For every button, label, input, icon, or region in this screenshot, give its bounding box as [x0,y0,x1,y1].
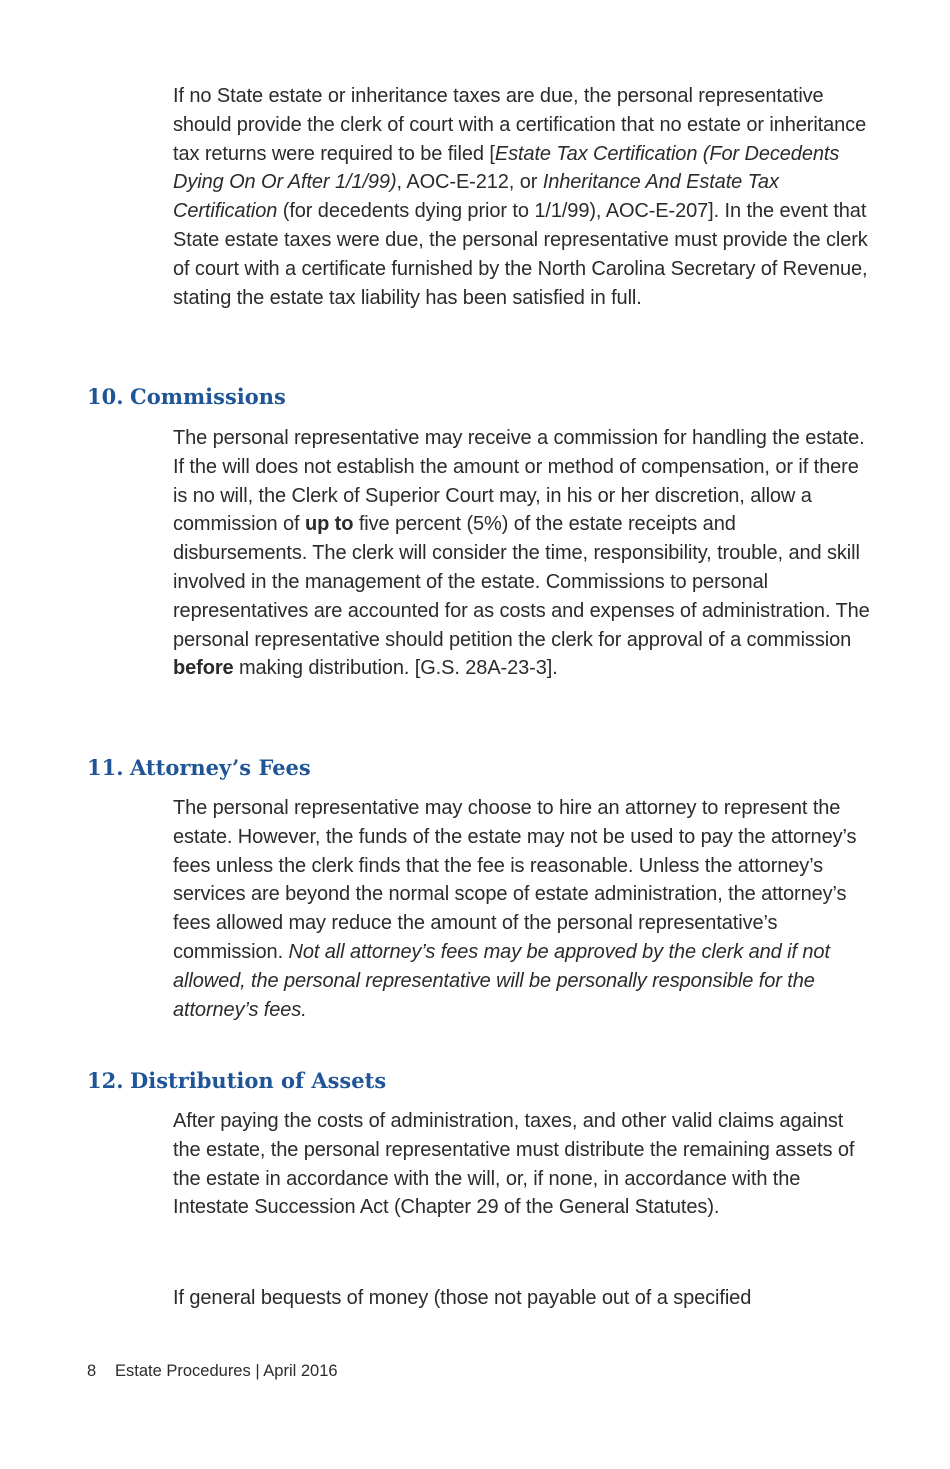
text-segment: After paying the costs of administration, taxes, and other valid claims against the estate, the personal representative must distribute the remaining assets of the estate in accordance with the will, or, if none, in accordance with the Intestate Succession Act (Chapter 29 of the General Statutes). [173,1110,855,1219]
estate-tax-paragraph [173,82,873,312]
page-footer [87,1362,338,1381]
attorney-fees-paragraph [173,794,873,1024]
text-segment: making distribution. [G.S. 28A-23-3]. [233,657,558,680]
section-title: Commissions [130,384,286,409]
text-segment: If general bequests of money (those not payable out of a specified [173,1287,752,1309]
text-segment: If no State estate or inheritance taxes are due, the personal representative should provide the clerk of court with a certification that no estate or inheritance tax returns were required to be filed [ [173,85,867,165]
text-segment: The personal representative may choose to hire an attorney to represent the estate. However, the funds of the estate may not be used to pay the attorney’s fees unless the clerk finds that the fee is reasonable. Unless the attorney’s services are beyond the normal scope of estate administration, the attorney’s fees allowed may reduce the amount of the personal representative’s commission. [173,797,857,963]
section-title: Distribution of Assets [130,1068,387,1093]
emphasis-up-to: up to [304,513,354,536]
footer-text: Estate Procedures | April 2016 [115,1362,338,1380]
text-segment: (for decedents dying prior to 1/1/99), AOC-E-207]. In the event that State estate taxes were due, the personal representative must provide the clerk of court with a certificate furnished by the North Carolina Secretary of Revenue, stating the estate tax liability has been satisfied in full. [173,200,868,309]
emphasis-before: before [173,657,234,680]
text-segment: , AOC-E-212, or [396,171,543,194]
section-number: 10. [87,384,124,409]
section-heading-commissions [87,384,286,409]
form-title-estate-tax-certification: Estate Tax Certification (For Decedents Dying On Or After 1/1/99) [173,142,840,194]
text-segment: five percent (5%) of the estate receipts and disbursements. The clerk will consider the time, responsibility, trouble, and skill involved in the management of the estate. Commissions to personal representatives are accounted for as costs and expenses of administration. The personal representative should petition the clerk for approval of a commission [173,513,870,651]
distribution-paragraph [173,1107,873,1222]
text-segment: The personal representative may receive a commission for handling the estate. If the will does not establish the amount or method of compensation, or if there is no will, the Clerk of Superior Court may, in his or her discretion, allow a commission of [173,427,865,536]
form-title-inheritance-certification: Inheritance And Estate Tax Certification [173,171,779,223]
commissions-paragraph [173,424,873,683]
section-number: 11. [87,755,124,780]
section-heading-distribution [87,1068,386,1093]
section-heading-attorney-fees [87,755,311,780]
section-title: Attorney’s Fees [130,755,311,780]
page-number: 8 [87,1362,97,1380]
section-number: 12. [87,1068,124,1093]
general-bequests-paragraph [173,1284,873,1313]
attorney-fees-warning: Not all attorney’s fees may be approved by the clerk and if not allowed, the personal representative will be personally responsible for the attorney’s fees. [173,940,830,1021]
